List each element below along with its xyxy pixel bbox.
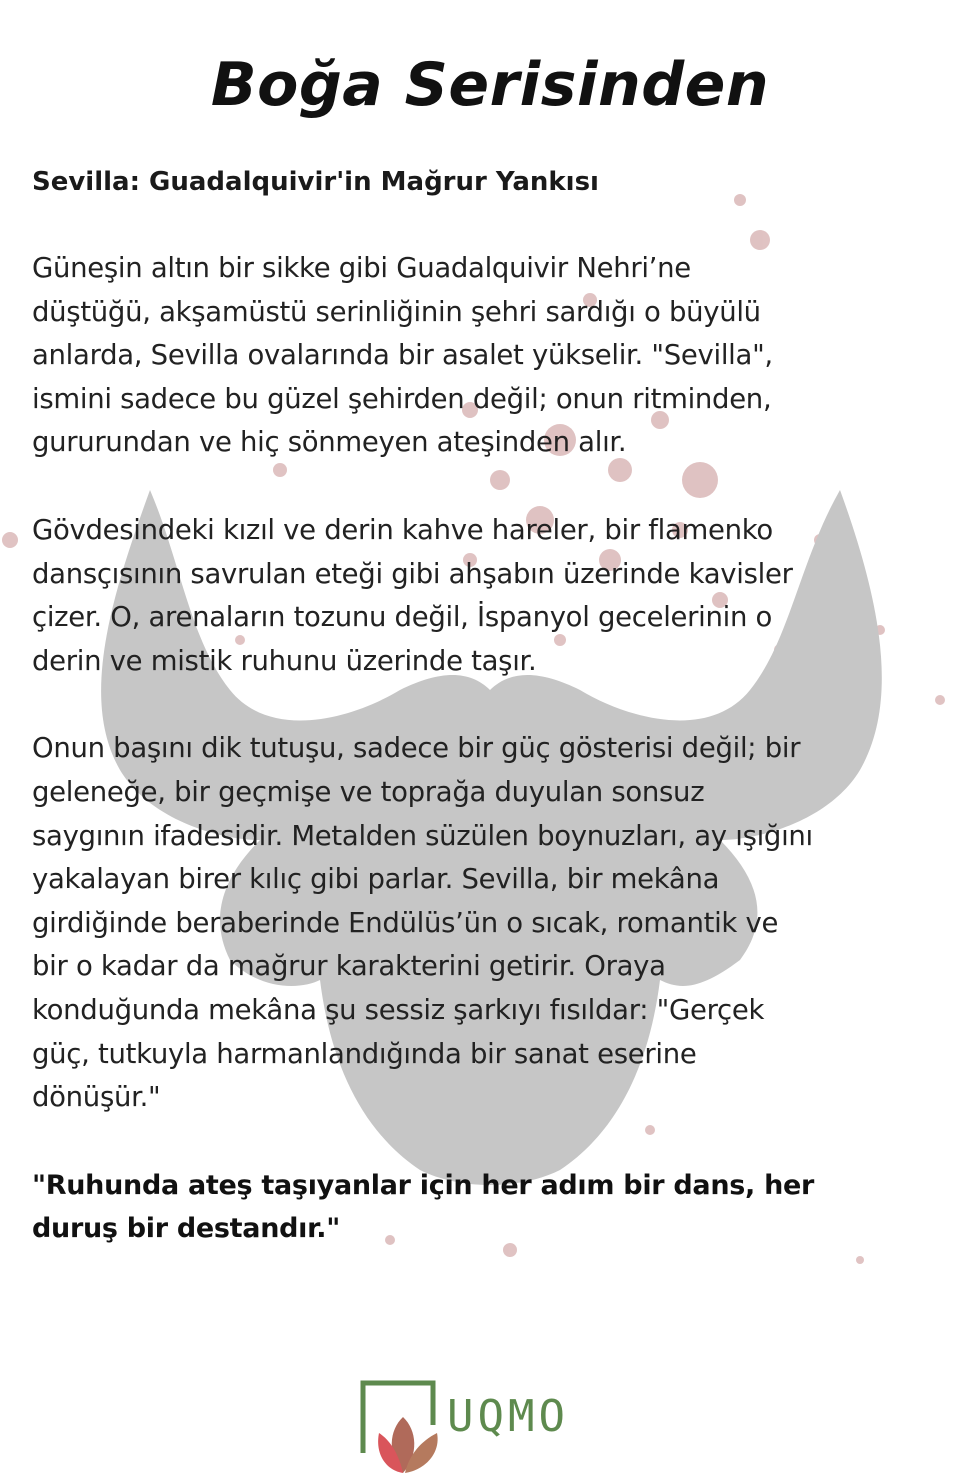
text-line: Onun başını dik tutuşu, sadece bir güç gösterisi değil; bir bbox=[32, 732, 801, 765]
text-line: Gövdesindeki kızıl ve derin kahve hareler, bir flamenko bbox=[32, 513, 773, 546]
quote-line: "Ruhunda ateş taşıyanlar için her adım bir dans, her bbox=[32, 1169, 815, 1201]
text-line: düştüğü, akşamüstü serinliğinin şehri sardığı o büyülü bbox=[32, 295, 761, 328]
text-line: derin ve mistik ruhunu üzerinde taşır. bbox=[32, 644, 537, 677]
text-line: ismini sadece bu güzel şehirden değil; onun ritminden, bbox=[32, 382, 772, 415]
quote-line: duruş bir destandır." bbox=[32, 1213, 340, 1245]
text-line: geleneğe, bir geçmişe ve toprağa duyulan sonsuz bbox=[32, 775, 705, 808]
text-line: gururundan ve hiç sönmeyen ateşinden alır. bbox=[32, 426, 627, 459]
text-line: bir o kadar da mağrur karakterini getirir. Oraya bbox=[32, 950, 666, 983]
text-line: konduğunda mekâna şu sessiz şarkıyı fısıldar: "Gerçek bbox=[32, 993, 765, 1026]
logo-text: UQMO bbox=[447, 1391, 569, 1442]
text-line: yakalayan birer kılıç gibi parlar. Sevilla, bir mekâna bbox=[32, 863, 720, 896]
uqmo-logo bbox=[355, 1375, 585, 1475]
text-line: girdiğinde beraberinde Endülüs’ün o sıcak, romantik ve bbox=[32, 906, 779, 939]
paragraph bbox=[32, 727, 962, 1119]
page-title: Boğa Serisinden bbox=[210, 50, 770, 120]
closing-quote bbox=[32, 1164, 962, 1251]
text-line: Güneşin altın bir sikke gibi Guadalquivir Nehri’ne bbox=[32, 252, 691, 284]
text-line: çizer. O, arenaların tozunu değil, İspanyol gecelerinin o bbox=[32, 601, 773, 634]
text-line: güç, tutkuyla harmanlandığında bir sanat eserine bbox=[32, 1037, 697, 1070]
text-line: dansçısının savrulan eteği gibi ahşabın üzerinde kavisler bbox=[32, 557, 793, 590]
logo-lotus-icon bbox=[355, 1375, 455, 1475]
text-line: dönüşür." bbox=[32, 1081, 161, 1114]
paragraph bbox=[32, 509, 962, 683]
paragraph bbox=[32, 247, 962, 465]
text-line: anlarda, Sevilla ovalarında bir asalet yükselir. "Sevilla", bbox=[32, 339, 773, 372]
text-line: saygının ifadesidir. Metalden süzülen boynuzları, ay ışığını bbox=[32, 819, 813, 852]
article-body bbox=[32, 160, 962, 1295]
article-subtitle: Sevilla: Guadalquivir'in Mağrur Yankısı bbox=[32, 167, 599, 197]
